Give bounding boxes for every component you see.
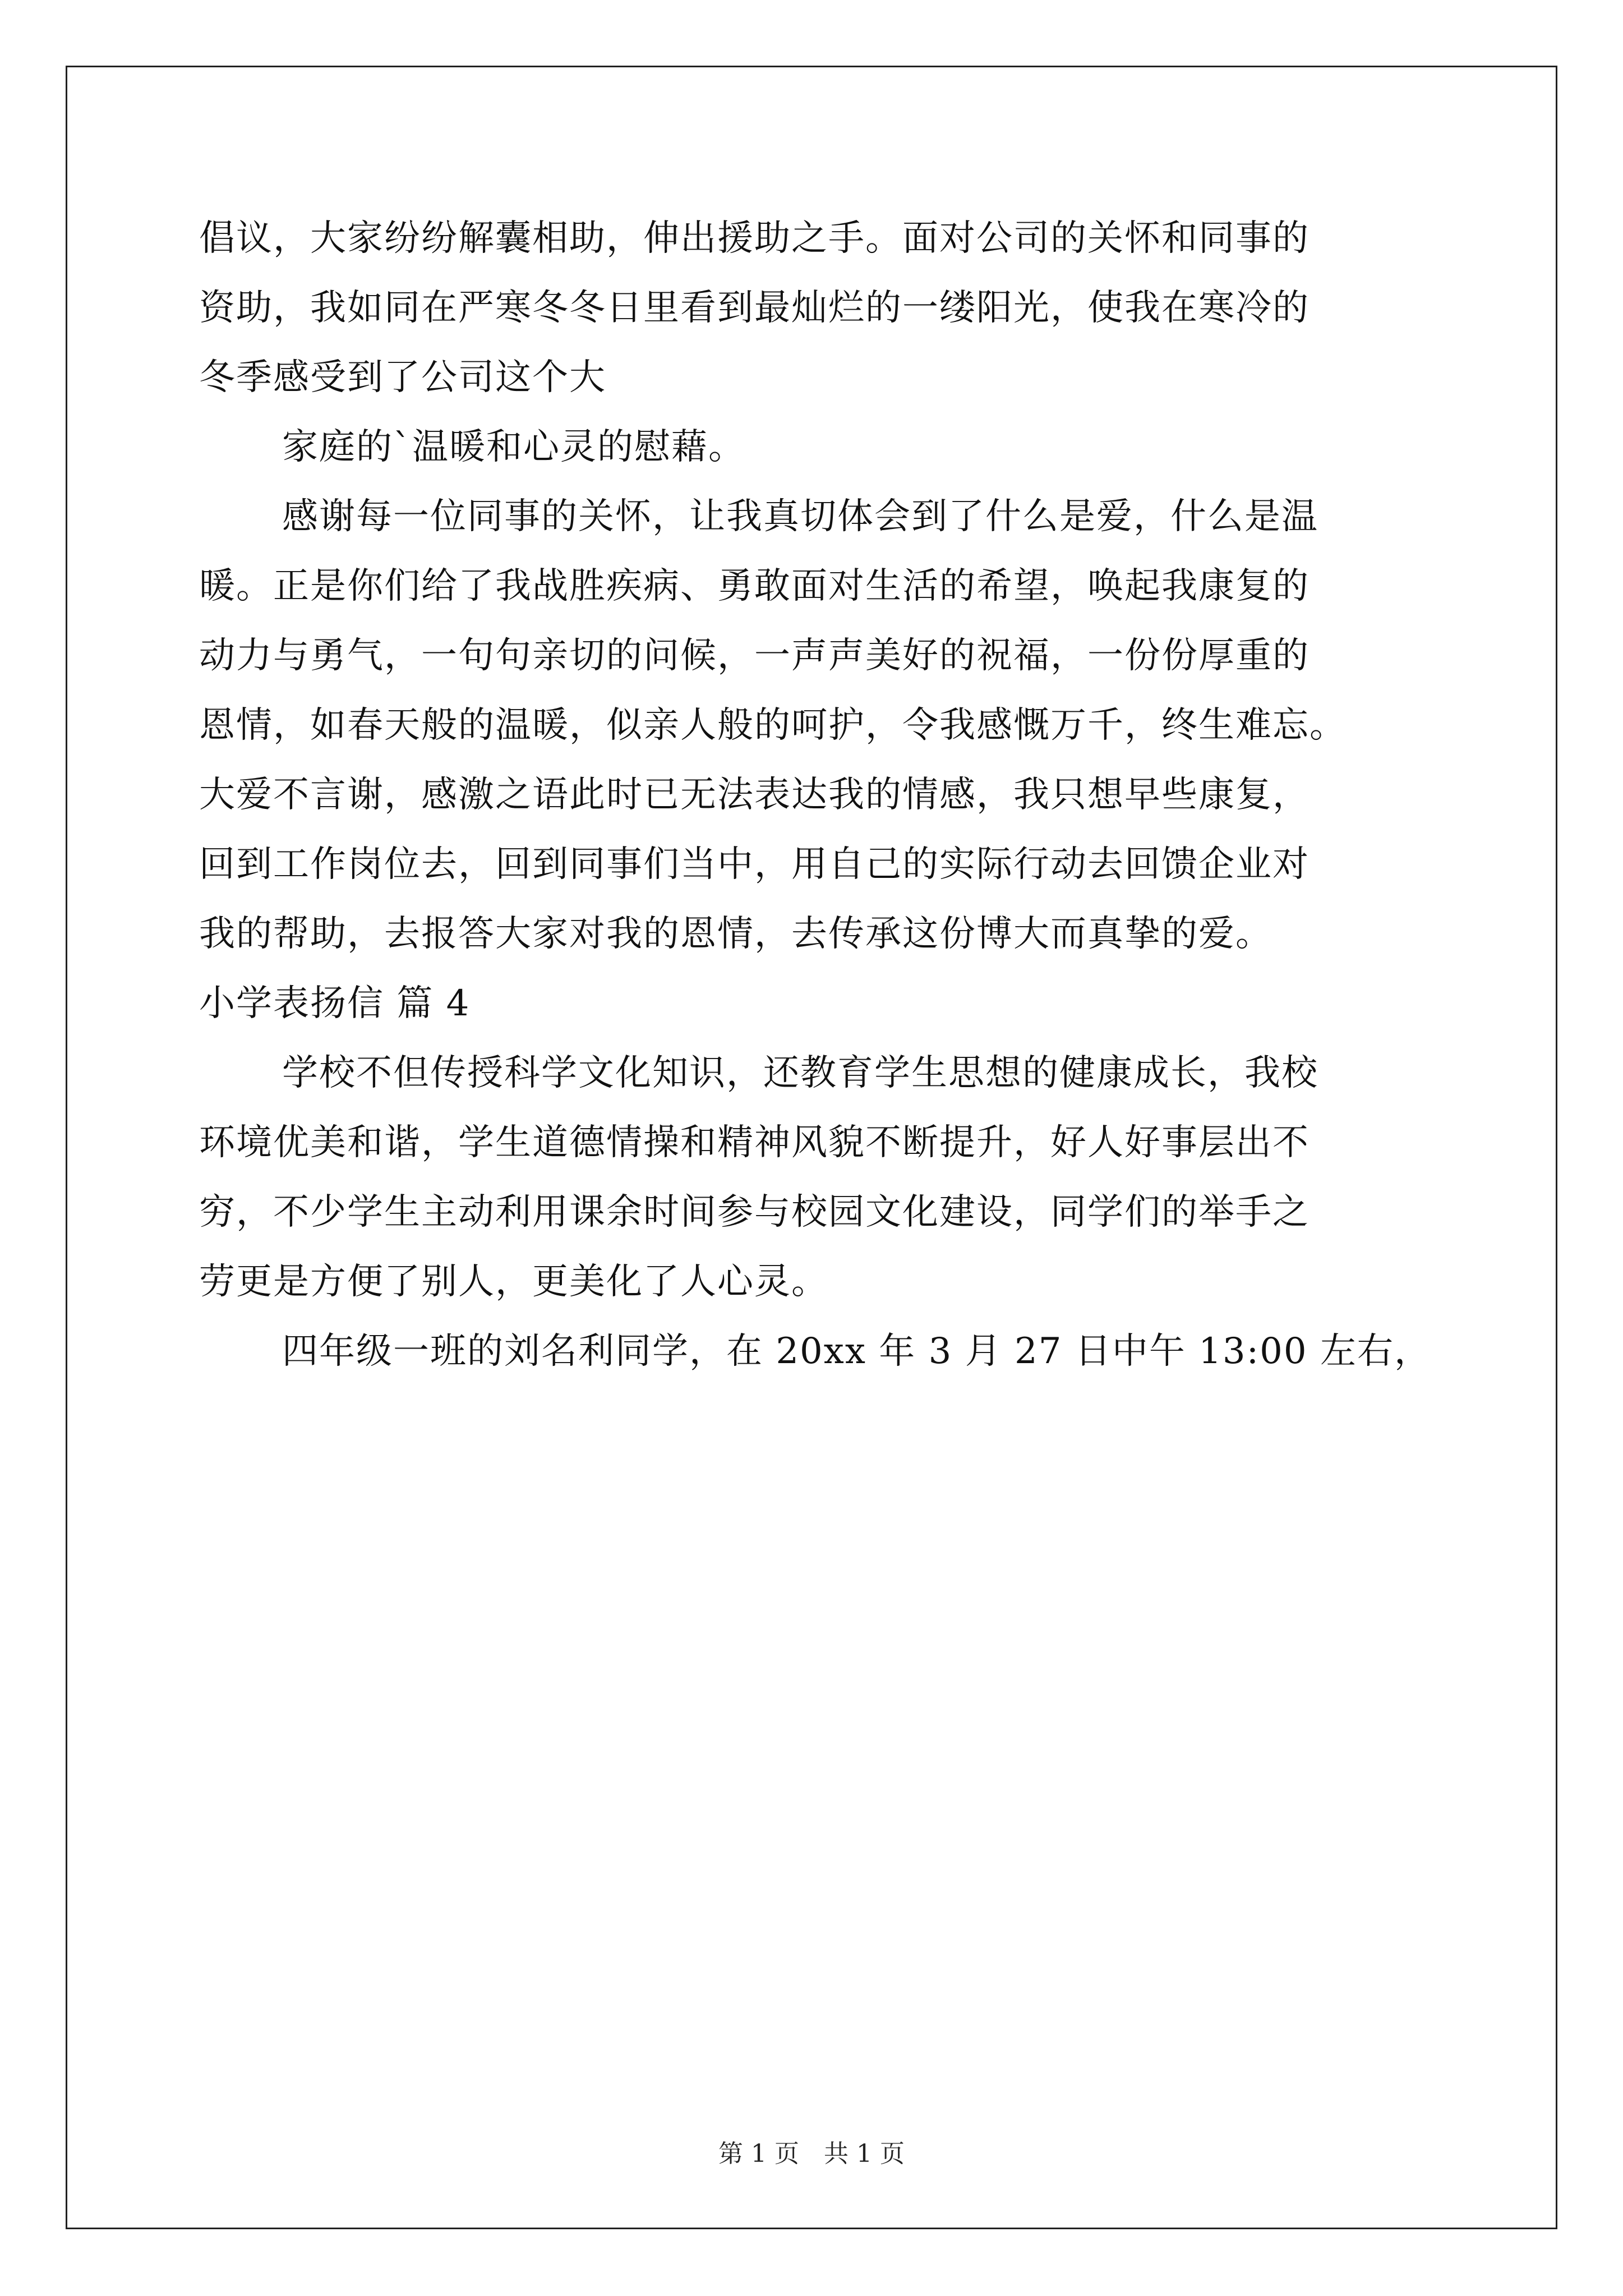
body-line: 四年级一班的刘名利同学，在 20xx 年 3 月 27 日中午 13:00 左右， <box>282 1331 1431 1372</box>
body-line: 大爱不言谢，感激之语此时已无法表达我的情感，我只想早些康复， <box>199 774 1310 816</box>
page-footer: 第 1 页 共 1 页 <box>718 2139 905 2168</box>
body-line: 环境优美和谐，学生道德情操和精神风貌不断提升，好人好事层出不 <box>199 1122 1310 1163</box>
body-line: 冬季感受到了公司这个大 <box>199 357 606 398</box>
section-heading: 小学表扬信 篇 4 <box>199 983 471 1024</box>
body-line: 资助，我如同在严寒冬冬日里看到最灿烂的一缕阳光，使我在寒冷的 <box>199 287 1310 329</box>
body-line: 我的帮助，去报答大家对我的恩情，去传承这份博大而真挚的爱。 <box>199 913 1272 955</box>
body-line: 穷，不少学生主动利用课余时间参与校园文化建设，同学们的举手之 <box>199 1191 1310 1233</box>
body-line: 学校不但传授科学文化知识，还教育学生思想的健康成长，我校 <box>282 1052 1318 1094</box>
body-line: 暖。正是你们给了我战胜疾病、勇敢面对生活的希望，唤起我康复的 <box>199 565 1310 607</box>
body-line: 倡议，大家纷纷解囊相助，伸出援助之手。面对公司的关怀和同事的 <box>199 218 1310 259</box>
body-line: 回到工作岗位去，回到同事们当中，用自己的实际行动去回馈企业对 <box>199 844 1310 885</box>
body-line: 劳更是方便了别人，更美化了人心灵。 <box>199 1261 828 1303</box>
body-line: 恩情，如春天般的温暖，似亲人般的呵护，令我感慨万千，终生难忘。 <box>199 705 1347 746</box>
body-line: 动力与勇气，一句句亲切的问候，一声声美好的祝福，一份份厚重的 <box>199 635 1310 677</box>
body-line: 家庭的`温暖和心灵的慰藉。 <box>282 426 745 468</box>
body-line: 感谢每一位同事的关怀，让我真切体会到了什么是爱，什么是温 <box>282 496 1318 537</box>
